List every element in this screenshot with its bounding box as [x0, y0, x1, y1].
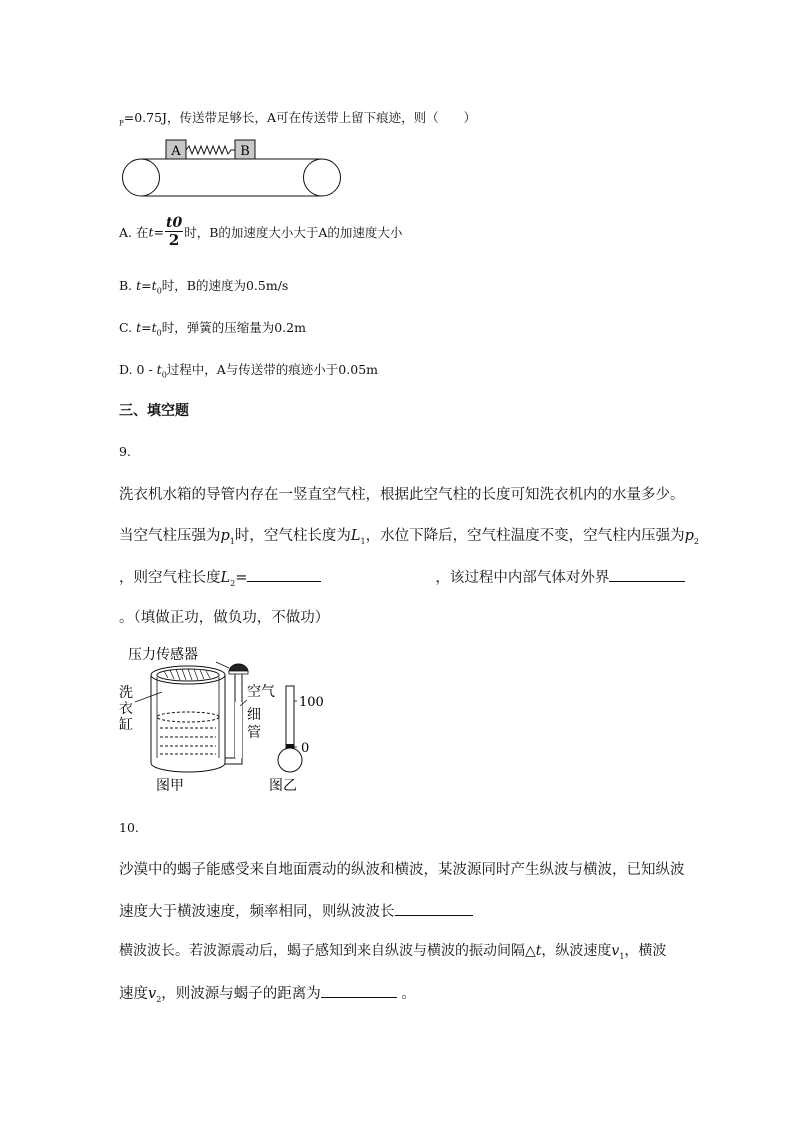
tank-leader-line — [135, 692, 162, 702]
tank-label-3: 缸 — [119, 717, 133, 733]
sensor-base — [229, 671, 248, 674]
option-d — [119, 360, 378, 380]
fraction-denominator: 2 — [168, 231, 180, 249]
option-c-var: t — [136, 320, 142, 335]
figure-caption-left: 图甲 — [156, 778, 184, 794]
q10-line4-text-b: ，则波源与蝎子的距离为 — [161, 986, 321, 1002]
p1-sub: 1 — [229, 536, 235, 546]
v1-sub: 1 — [619, 951, 625, 961]
sensor-leader-line — [216, 662, 229, 668]
p2-symbol: p — [684, 528, 694, 544]
q8-stem-line — [119, 108, 476, 128]
option-d-text: 过程中，A与传送带的痕迹小于0.05m — [166, 362, 378, 377]
q10-number: 10. — [119, 820, 139, 835]
v2-symbol: v — [148, 986, 157, 1002]
option-c-t0: t — [151, 320, 157, 335]
l2-sub: 2 — [230, 578, 236, 588]
option-b-label: B. — [119, 278, 137, 293]
option-b-t0: t — [151, 278, 157, 293]
answer-blank-l2[interactable] — [247, 567, 321, 582]
q9-line2-text-b: 时，空气柱长度为 — [234, 528, 351, 544]
tube-label-2: 管 — [247, 725, 261, 741]
block-b-label: B — [240, 144, 250, 159]
option-c — [119, 318, 306, 338]
l2-symbol: L — [220, 570, 231, 586]
fraction-numerator: t0 — [166, 215, 183, 231]
tube-water — [235, 702, 242, 758]
q10-line1: 沙漠中的蝎子能感受来自地面震动的纵波和横波，某波源同时产生纵波与横波，已知纵波 — [119, 862, 685, 878]
left-pulley — [123, 159, 160, 196]
q8-stem-text: =0.75J，传送带足够长，A可在传送带上留下痕迹，则（ ） — [123, 110, 477, 125]
option-c-sub: 0 — [156, 328, 162, 338]
option-b-var: t — [136, 278, 142, 293]
water-pattern — [157, 712, 219, 754]
option-a — [119, 216, 402, 248]
option-c-text: 时，弹簧的压缩量为0.2m — [161, 320, 306, 335]
q10-line2 — [119, 900, 473, 921]
tank-label-1: 洗 — [119, 685, 133, 701]
option-d-label: D. 0 - — [119, 362, 157, 377]
option-b — [119, 276, 288, 296]
tank-label-2: 衣 — [119, 701, 133, 717]
answer-blank-distance[interactable] — [321, 983, 397, 998]
q9-line4: 。（填做正功，做负功，不做功） — [119, 610, 330, 626]
l1-symbol: L — [350, 528, 361, 544]
tube-label-1: 细 — [247, 707, 261, 723]
q9-line3-text-c: ，该过程中内部气体对外界 — [435, 570, 610, 586]
v1-symbol: v — [611, 943, 620, 959]
q10-line2-text: 速度大于横波速度，频率相同，则纵波波长 — [119, 904, 395, 920]
q10-line3-text-c: ，横波 — [624, 943, 667, 959]
gauge-bulb — [278, 748, 302, 772]
scale-100-label: 100 — [299, 695, 324, 710]
scale-0-label: 0 — [301, 741, 310, 756]
option-a-var: t — [148, 224, 154, 240]
q9-line2 — [119, 524, 699, 546]
option-a-label: A. 在 — [119, 225, 149, 240]
p1-symbol: p — [220, 528, 230, 544]
conveyor-belt-figure — [119, 136, 345, 200]
q9-line2-text-c: ，水位下降后，空气柱温度不变，空气柱内压强为 — [365, 528, 685, 544]
ep-subscript: P — [119, 119, 124, 128]
washer-figure — [116, 640, 338, 800]
q10-line3 — [119, 940, 666, 961]
option-a-fraction — [165, 216, 183, 248]
option-d-sub: 0 — [161, 370, 167, 380]
v2-sub: 2 — [156, 994, 162, 1004]
option-a-text: 时，B的加速度大小大于A的加速度大小 — [184, 225, 403, 240]
answer-blank-wavelength[interactable] — [395, 901, 473, 916]
dt-symbol: t — [535, 943, 542, 959]
figure-caption-right: 图乙 — [269, 778, 297, 794]
l1-sub: 1 — [360, 536, 366, 546]
gauge-tube — [286, 686, 294, 748]
q9-line3 — [119, 566, 685, 588]
option-c-label: C. — [119, 320, 137, 335]
q10-line4 — [119, 982, 416, 1004]
block-a-label: A — [171, 144, 181, 159]
gauge-level — [286, 744, 294, 748]
option-b-eq: = — [141, 278, 152, 293]
q9-number: 9. — [119, 444, 131, 459]
q10-line4-text-c: 。 — [396, 986, 416, 1002]
section-title: 三、填空题 — [119, 403, 189, 419]
q10-line4-text-a: 速度 — [119, 986, 148, 1002]
q9-line1: 洗衣机水箱的导管内存在一竖直空气柱，根据此空气柱的长度可知洗衣机内的水量多少。 — [119, 487, 685, 503]
air-label: 空气 — [247, 684, 275, 700]
q10-line3-text-b: ，纵波速度 — [541, 943, 612, 959]
option-c-eq: = — [141, 320, 152, 335]
q9-line3-eq: = — [235, 570, 248, 586]
right-pulley — [304, 159, 341, 196]
option-d-t0: t — [156, 362, 162, 377]
q9-line3-text-a: ，则空气柱长度 — [119, 570, 221, 586]
answer-blank-work[interactable] — [609, 567, 685, 582]
tank-bottom — [151, 763, 225, 772]
option-a-eq: = — [153, 224, 164, 240]
p2-sub: 2 — [693, 536, 700, 546]
sensor-label: 压力传感器 — [128, 647, 198, 663]
option-b-text: 时，B的速度为0.5m/s — [161, 278, 289, 293]
spring — [186, 146, 235, 154]
q9-line2-text-a: 当空气柱压强为 — [119, 528, 221, 544]
option-b-sub: 0 — [156, 286, 162, 296]
q10-line3-text-a: 横波波长。若波源震动后，蝎子感知到来自纵波与横波的振动间隔△ — [119, 943, 536, 959]
